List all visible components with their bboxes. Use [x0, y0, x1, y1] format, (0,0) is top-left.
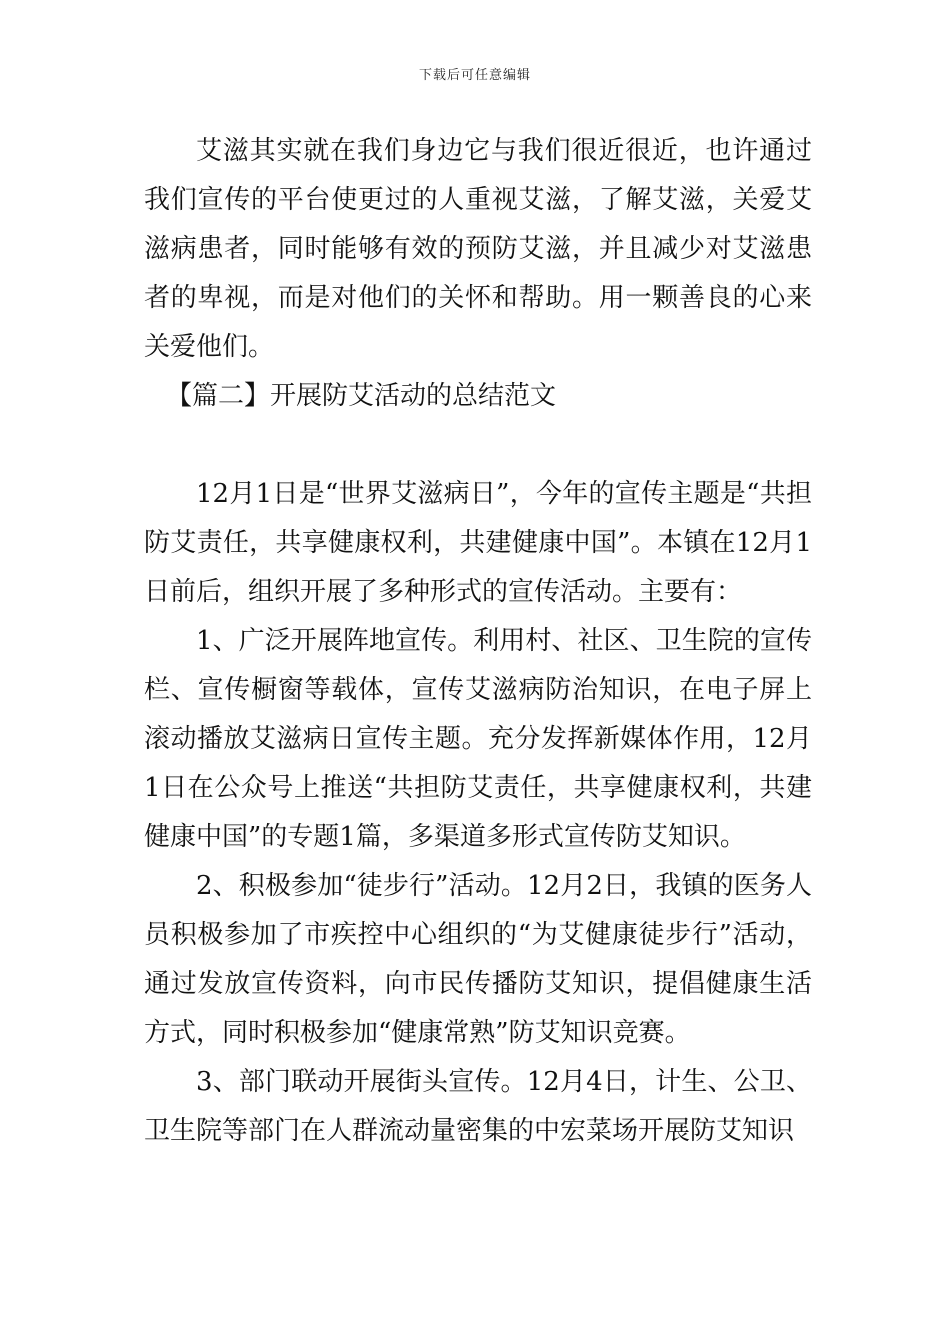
section-heading: 【篇二】开展防艾活动的总结范文 [166, 381, 557, 411]
paragraph-intro: 艾滋其实就在我们身边它与我们很近很近，也许通过我们宣传的平台使更过的人重视艾滋，了解艾滋，关爱艾滋病患者，同时能够有效的预防艾滋，并且减少对艾滋患者的卑视，而是对他们的关怀和帮助。用一颗善良的心来关爱他们。 [144, 136, 812, 362]
paragraph-item-3: 3、部门联动开展街头宣传。12月4日，计生、公卫、卫生院等部门在人群流动量密集的中宏菜场开展防艾知识 [144, 1067, 812, 1146]
blank-line [144, 421, 812, 470]
paragraph-overview: 12月1日是“世界艾滋病日”，今年的宣传主题是“共担防艾责任，共享健康权利，共建健康中国”。本镇在12月1日前后，组织开展了多种形式的宣传活动。主要有： [144, 479, 812, 607]
page-header: 下载后可任意编辑 [418, 68, 531, 83]
document-body [144, 127, 812, 1156]
paragraph-item-2: 2、积极参加“徒步行”活动。12月2日，我镇的医务人员积极参加了市疾控中心组织的“为艾健康徒步行”活动，通过发放宣传资料，向市民传播防艾知识，提倡健康生活方式，同时积极参加“健康常熟”防艾知识竞赛。 [144, 871, 812, 1048]
paragraph-item-1: 1、广泛开展阵地宣传。利用村、社区、卫生院的宣传栏、宣传橱窗等载体，宣传艾滋病防治知识，在电子屏上滚动播放艾滋病日宣传主题。充分发挥新媒体作用，12月1日在公众号上推送“共担防艾责任，共享健康权利，共建健康中国”的专题1篇，多渠道多形式宣传防艾知识。 [144, 626, 812, 852]
